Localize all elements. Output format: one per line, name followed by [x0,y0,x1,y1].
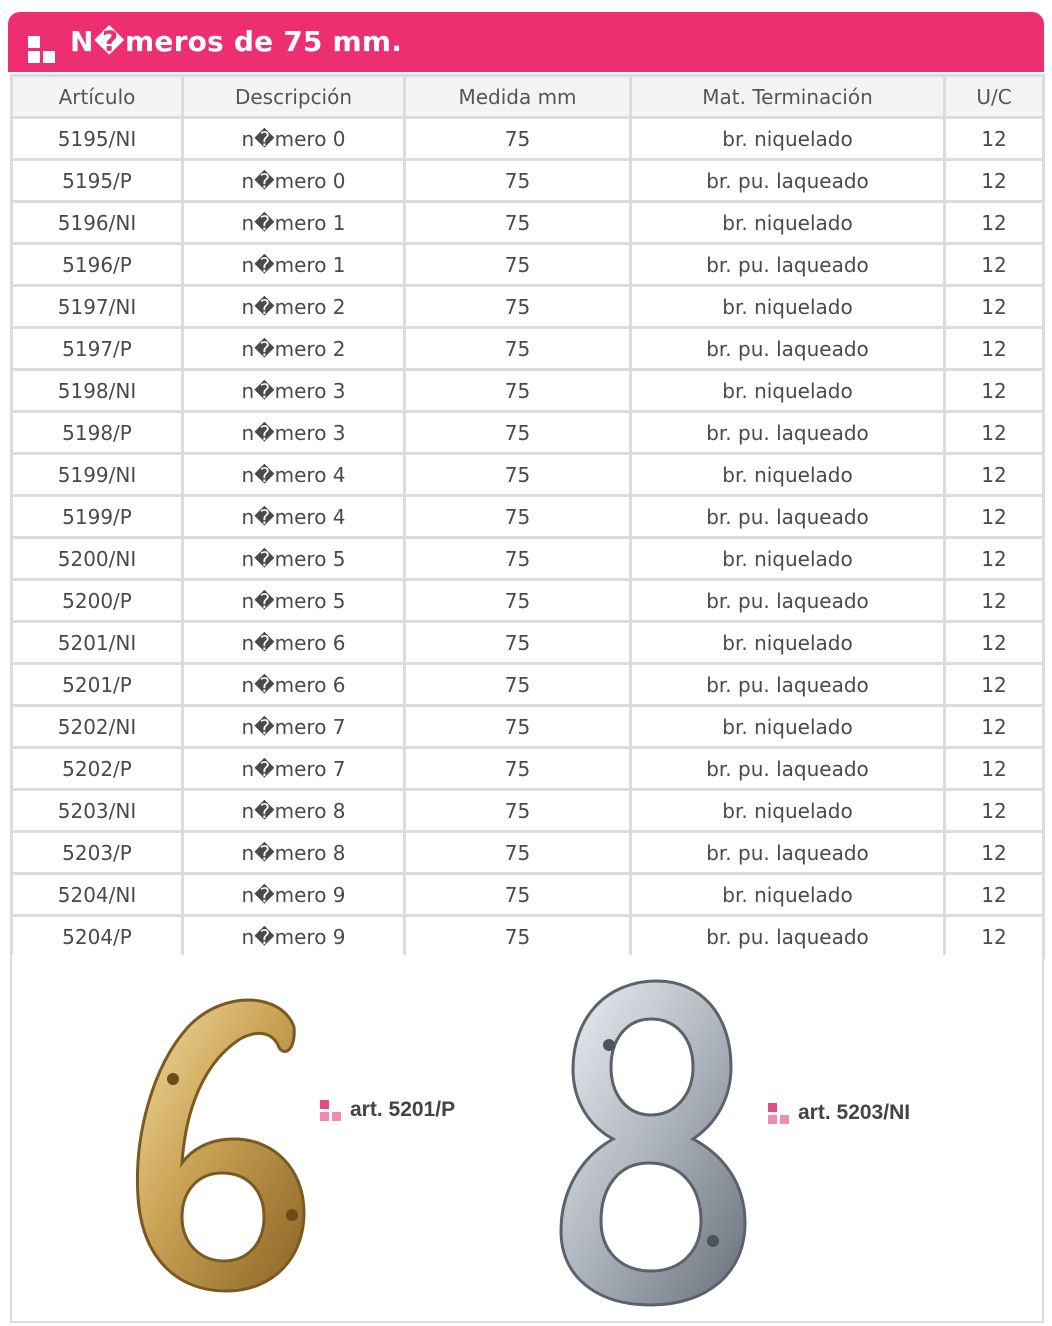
table-row [12,454,1044,496]
cell-articulo: 5196/NI [12,202,183,244]
table-row [12,916,1044,958]
cell-descripcion: n�mero 5 [183,538,405,580]
column-header-terminacion: Mat. Terminación [631,76,945,118]
cell-terminacion: br. niquelado [631,202,945,244]
cell-medida: 75 [405,748,631,790]
cell-terminacion: br. pu. laqueado [631,496,945,538]
bullet-squares-icon [28,36,56,64]
column-header-medida: Medida mm [405,76,631,118]
cell-articulo: 5204/NI [12,874,183,916]
cell-medida: 75 [405,790,631,832]
cell-articulo: 5200/NI [12,538,183,580]
cell-descripcion: n�mero 7 [183,706,405,748]
cell-terminacion: br. niquelado [631,622,945,664]
product-caption-text: art. 5201/P [350,1098,456,1121]
cell-medida: 75 [405,412,631,454]
table-row [12,160,1044,202]
product-caption-text: art. 5203/NI [798,1101,911,1124]
cell-terminacion: br. niquelado [631,286,945,328]
cell-medida: 75 [405,244,631,286]
cell-descripcion: n�mero 2 [183,286,405,328]
table-header-row [12,76,1044,118]
cell-articulo: 5201/P [12,664,183,706]
cell-uc: 12 [945,202,1044,244]
brass-number-six-image [122,987,322,1307]
cell-articulo: 5195/NI [12,118,183,160]
section-header [8,12,1044,72]
cell-medida: 75 [405,874,631,916]
cell-articulo: 5198/NI [12,370,183,412]
product-photos-panel [10,955,1044,1323]
cell-terminacion: br. pu. laqueado [631,916,945,958]
table-row [12,874,1044,916]
table-row [12,832,1044,874]
cell-descripcion: n�mero 6 [183,664,405,706]
cell-uc: 12 [945,496,1044,538]
cell-uc: 12 [945,874,1044,916]
cell-uc: 12 [945,664,1044,706]
product-caption-brass [350,1098,455,1122]
table-row [12,664,1044,706]
cell-descripcion: n�mero 0 [183,160,405,202]
cell-uc: 12 [945,370,1044,412]
cell-uc: 12 [945,916,1044,958]
cell-medida: 75 [405,664,631,706]
cell-terminacion: br. niquelado [631,118,945,160]
cell-descripcion: n�mero 8 [183,790,405,832]
cell-terminacion: br. pu. laqueado [631,748,945,790]
cell-medida: 75 [405,202,631,244]
cell-descripcion: n�mero 0 [183,118,405,160]
cell-uc: 12 [945,538,1044,580]
cell-articulo: 5199/P [12,496,183,538]
table-row [12,580,1044,622]
cell-terminacion: br. pu. laqueado [631,412,945,454]
cell-medida: 75 [405,538,631,580]
cell-terminacion: br. niquelado [631,790,945,832]
cell-descripcion: n�mero 9 [183,916,405,958]
cell-descripcion: n�mero 1 [183,244,405,286]
cell-articulo: 5204/P [12,916,183,958]
nickel-number-eight-image [547,971,757,1311]
cell-terminacion: br. pu. laqueado [631,328,945,370]
cell-descripcion: n�mero 6 [183,622,405,664]
cell-descripcion: n�mero 1 [183,202,405,244]
cell-articulo: 5203/NI [12,790,183,832]
cell-descripcion: n�mero 4 [183,454,405,496]
table-row [12,286,1044,328]
column-header-uc: U/C [945,76,1044,118]
cell-terminacion: br. niquelado [631,370,945,412]
cell-medida: 75 [405,370,631,412]
cell-descripcion: n�mero 4 [183,496,405,538]
cell-medida: 75 [405,580,631,622]
table-row [12,790,1044,832]
cell-uc: 12 [945,412,1044,454]
cell-uc: 12 [945,286,1044,328]
cell-terminacion: br. niquelado [631,454,945,496]
cell-articulo: 5201/NI [12,622,183,664]
cell-articulo: 5195/P [12,160,183,202]
cell-medida: 75 [405,286,631,328]
cell-medida: 75 [405,160,631,202]
cell-articulo: 5198/P [12,412,183,454]
cell-terminacion: br. pu. laqueado [631,580,945,622]
section-title: N�meros de 75 mm. [70,25,403,58]
column-header-articulo: Artículo [12,76,183,118]
cell-terminacion: br. pu. laqueado [631,664,945,706]
table-row [12,412,1044,454]
cell-uc: 12 [945,580,1044,622]
cell-terminacion: br. pu. laqueado [631,832,945,874]
cell-uc: 12 [945,622,1044,664]
table-row [12,118,1044,160]
cell-articulo: 5203/P [12,832,183,874]
cell-medida: 75 [405,118,631,160]
cell-medida: 75 [405,496,631,538]
cell-descripcion: n�mero 3 [183,412,405,454]
table-row [12,370,1044,412]
product-table [10,74,1045,959]
table-row [12,496,1044,538]
cell-medida: 75 [405,454,631,496]
cell-descripcion: n�mero 9 [183,874,405,916]
cell-terminacion: br. niquelado [631,874,945,916]
cell-articulo: 5202/P [12,748,183,790]
cell-articulo: 5196/P [12,244,183,286]
cell-articulo: 5199/NI [12,454,183,496]
cell-articulo: 5197/NI [12,286,183,328]
cell-articulo: 5197/P [12,328,183,370]
cell-descripcion: n�mero 7 [183,748,405,790]
table-row [12,748,1044,790]
cell-medida: 75 [405,328,631,370]
cell-medida: 75 [405,832,631,874]
cell-descripcion: n�mero 2 [183,328,405,370]
table-row [12,622,1044,664]
cell-terminacion: br. pu. laqueado [631,160,945,202]
cell-articulo: 5200/P [12,580,183,622]
table-row [12,244,1044,286]
cell-terminacion: br. niquelado [631,538,945,580]
column-header-descripcion: Descripción [183,76,405,118]
cell-medida: 75 [405,622,631,664]
cell-medida: 75 [405,706,631,748]
table-row [12,538,1044,580]
table-row [12,706,1044,748]
product-caption-nickel [798,1101,910,1125]
cell-uc: 12 [945,706,1044,748]
cell-uc: 12 [945,748,1044,790]
cell-uc: 12 [945,832,1044,874]
cell-medida: 75 [405,916,631,958]
cell-uc: 12 [945,328,1044,370]
cell-articulo: 5202/NI [12,706,183,748]
bullet-squares-icon [320,1100,342,1122]
cell-descripcion: n�mero 5 [183,580,405,622]
bullet-squares-icon [768,1103,790,1125]
cell-terminacion: br. pu. laqueado [631,244,945,286]
cell-uc: 12 [945,160,1044,202]
cell-uc: 12 [945,118,1044,160]
cell-terminacion: br. niquelado [631,706,945,748]
table-row [12,202,1044,244]
cell-uc: 12 [945,244,1044,286]
table-row [12,328,1044,370]
cell-uc: 12 [945,790,1044,832]
cell-uc: 12 [945,454,1044,496]
cell-descripcion: n�mero 3 [183,370,405,412]
table-body [12,118,1044,958]
cell-descripcion: n�mero 8 [183,832,405,874]
